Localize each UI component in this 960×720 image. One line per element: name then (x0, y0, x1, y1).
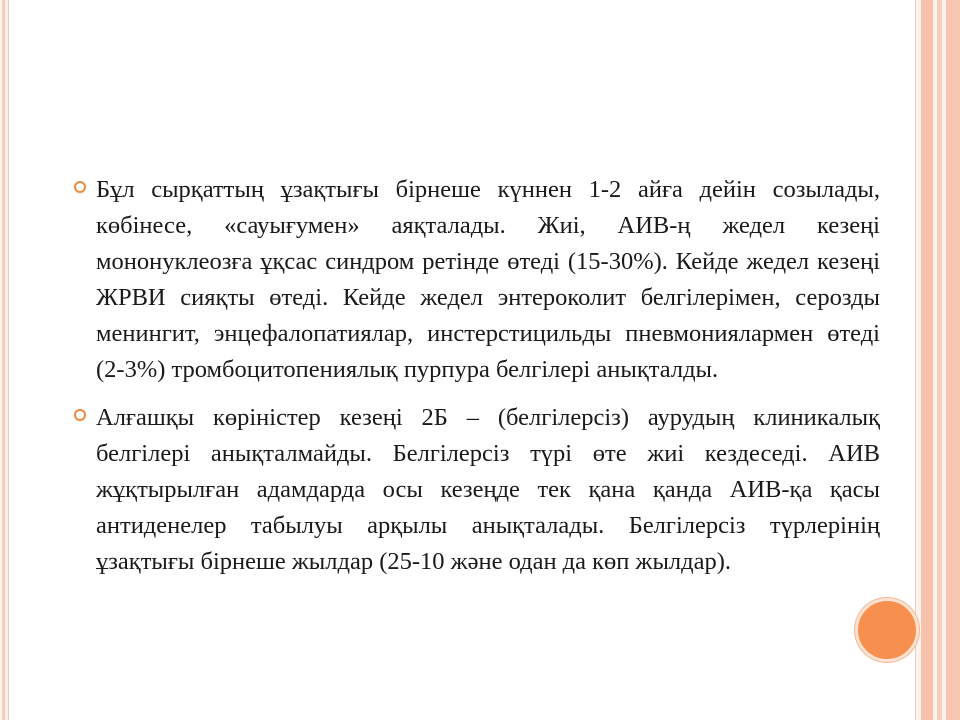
bullet-text: Бұл сырқаттың ұзақтығы бірнеше күннен 1-2 айға дейін созылады, көбінесе, «сауығумен» аяқталады. Жиі, АИВ-ң жедел кезеңі мононуклеозға ұқсас синдром ретінде өтеді (15-30%). Кейде жедел кезеңі ЖРВИ сияқты өтеді. Кейде жедел энтероколит белгілерімен, серозды менингит, энцефалопатиялар, инстерстицильды пневмониялармен өтеді (2-3%) тромбоцитопениялық пурпура белгілері анықталды. (96, 176, 880, 383)
bullet-text: Алғашқы көріністер кезеңі 2Б – (белгілерсіз) аурудың клиникалық белгілері анықталмайды. Белгілерсіз түрі өте жиі кездеседі. АИВ жұқтырылған адамдарда осы кезеңде тек қана қанда АИВ-қа қасы антиденелер табылуы арқылы анықталады. Белгілерсіз түрлерінің ұзақтығы бірнеше жылдар (25-10 және одан да көп жылдар). (96, 404, 880, 575)
bullet-item (96, 400, 880, 580)
right-decor-stripe (921, 0, 933, 720)
decorative-orange-circle (855, 598, 919, 662)
bullet-item (96, 172, 880, 388)
right-decor-stripe (946, 0, 960, 720)
right-decor-stripe (937, 0, 942, 720)
ring-bullet-icon (74, 181, 86, 193)
ring-bullet-icon (74, 409, 86, 421)
left-border-line (2, 0, 5, 720)
slide-content (96, 172, 880, 592)
